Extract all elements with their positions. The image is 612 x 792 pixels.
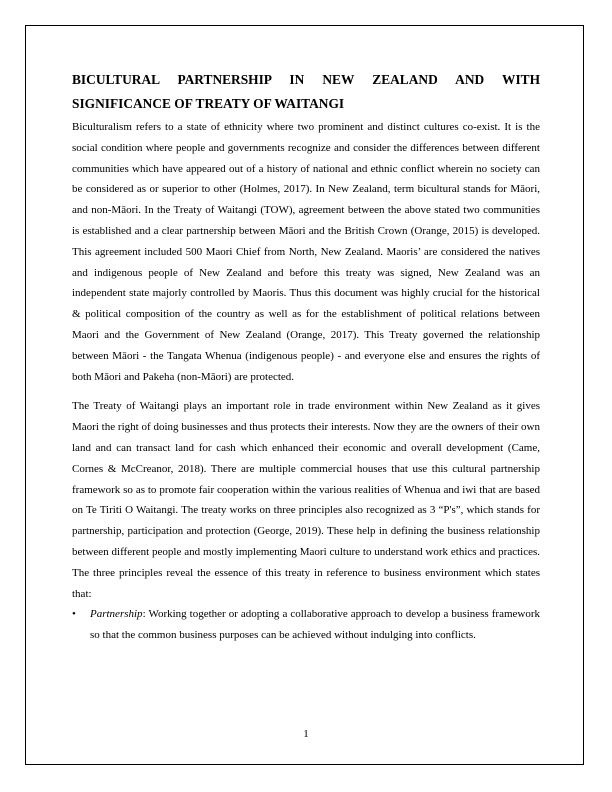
paragraph-treaty-trade: The Treaty of Waitangi plays an important role in trade environment within New Zealand as it gives Maori the right of doing businesses and thus protects their interests. Now they are the owners of their own land and can transact land for cash which enhanced their economic and overall development (Came, Cornes & McCreanor, 2018). There are multiple commercial houses that use this cultural partnership framework so as to promote fair cooperation within the various realities of Whenua and iwi that are based on Te Tiriti O Waitangi. The treaty works on three principles also recognized as 3 “P's”, which stands for partnership, participation and protection (George, 2019). These help in defining the business relationship between different people and mostly implementing Maori culture to understand work ethics and practices. The three principles reveal the essence of this treaty in reference to business environment which states that: xyxy=(72,400,540,600)
document-title: BICULTURAL PARTNERSHIP IN NEW ZEALAND AND WITH SIGNIFICANCE OF TREATY OF WAITANGI xyxy=(72,72,540,111)
page-number: 1 xyxy=(303,728,309,740)
bullet-term: Partnership xyxy=(90,608,143,621)
paragraph-biculturalism: Biculturalism refers to a state of ethnicity where two prominent and distinct cultures co-exist. It is the social condition where people and governments recognize and consider the differences between different communities which have appeared out of a history of national and ethnic conflict wherein no society can be considered as or superior to other (Holmes, 2017). In New Zealand, term bicultural stands for Māori, and non-Māori. In the Treaty of Waitangi (TOW), agreement between the above stated two communities is established and a clear partnership between Māori and the British Crown (Orange, 2015) is developed. This agreement included 500 Maori Chief from North, New Zealand. Maoris’ are considered the natives and indigenous people of New Zealand and before this treaty was signed, New Zealand was an independent state majorly controlled by Maoris. Thus this document was highly crucial for the historical & political composition of the country as well as for the establishment of political relations between Maori and the Government of New Zealand (Orange, 2017). This Treaty governed the relationship between Māori - the Tangata Whenua (indigenous people) - and everyone else and ensures the rights of both Māori and Pakeha (non-Māori) are protected. xyxy=(72,121,540,383)
principles-list xyxy=(72,604,540,646)
bullet-icon: • xyxy=(72,608,76,621)
list-item-partnership xyxy=(72,604,540,646)
bullet-text: : Working together or adopting a collaborative approach to develop a business framework so that the common business purposes can be achieved without indulging into conflicts. xyxy=(90,608,540,642)
document-body xyxy=(72,68,540,646)
